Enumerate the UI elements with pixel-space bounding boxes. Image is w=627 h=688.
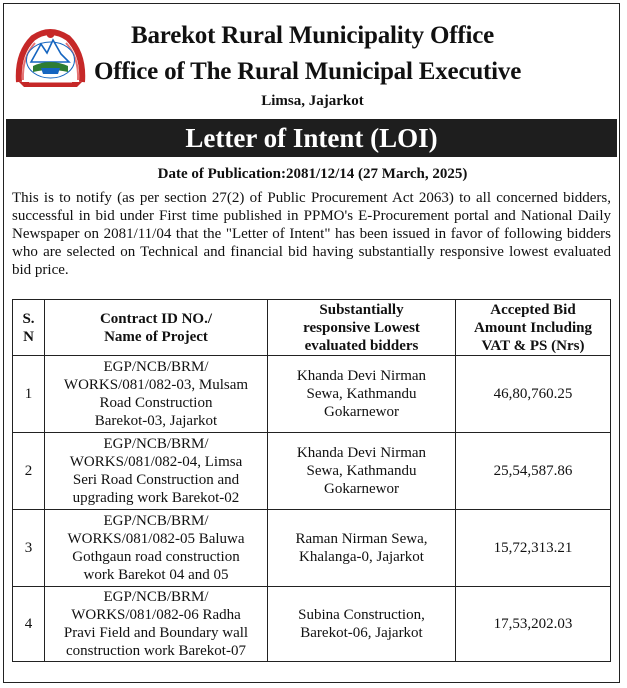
project-line: WORKS/081/082-05 Baluwa [67, 531, 245, 547]
cell-sn: 2 [13, 433, 45, 510]
document-frame [3, 3, 620, 683]
cell-sn: 1 [13, 356, 45, 433]
header-line: Substantially [319, 301, 404, 318]
project-line: Barekot-03, Jajarkot [94, 413, 218, 429]
header-amount [456, 300, 611, 356]
cell-sn: 4 [13, 587, 45, 662]
loi-banner: Letter of Intent (LOI) [6, 119, 617, 157]
project-line: upgrading work Barekot-02 [72, 490, 240, 506]
project-line: Gothgaun road construction [72, 549, 240, 565]
bidder-line: Khanda Devi Nirman [296, 368, 427, 384]
cell-amount: 46,80,760.25 [456, 356, 611, 433]
header-line: Contract ID NO./ [99, 310, 213, 327]
project-line: EGP/NCB/BRM/ [103, 513, 209, 529]
cell-bidder [268, 510, 456, 587]
header-sn [13, 300, 45, 356]
bidder-line: Raman Nirman Sewa, [295, 531, 428, 547]
project-line: WORKS/081/082-04, Limsa [69, 454, 243, 470]
header-line: evaluated bidders [304, 337, 419, 354]
project-line: WORKS/081/082-06 Radha [71, 607, 241, 623]
table-header-row [13, 300, 611, 356]
cell-bidder [268, 587, 456, 662]
header-line: Name of Project [104, 328, 208, 345]
project-line: construction work Barekot-07 [66, 643, 246, 659]
org-title: Barekot Rural Municipality Office [130, 22, 495, 49]
cell-project [45, 356, 268, 433]
cell-bidder [268, 356, 456, 433]
bidder-line: Barekot-06, Jajarkot [300, 625, 423, 641]
header-line: Accepted Bid [490, 301, 576, 318]
cell-project [45, 587, 268, 662]
cell-amount: 15,72,313.21 [456, 510, 611, 587]
table-row [13, 510, 611, 587]
header-contract [45, 300, 268, 356]
table-row [13, 433, 611, 510]
project-line: Pravi Field and Boundary wall [63, 625, 249, 641]
bidder-line: Subina Construction, [298, 607, 425, 623]
bidder-line: Gokarnewor [324, 404, 399, 420]
publication-date: Date of Publication:2081/12/14 (27 March, 2025) [157, 166, 468, 182]
project-line: work Barekot 04 and 05 [83, 567, 229, 583]
office-title: Office of The Rural Municipal Executive [94, 58, 522, 85]
bidder-line: Sewa, Kathmandu [306, 463, 417, 479]
cell-amount: 17,53,202.03 [456, 587, 611, 662]
project-line: EGP/NCB/BRM/ [103, 589, 209, 605]
cell-project [45, 433, 268, 510]
header-line: responsive Lowest [303, 319, 420, 336]
bid-table [12, 299, 611, 662]
office-location: Limsa, Jajarkot [261, 93, 364, 109]
bidder-line: Gokarnewor [324, 481, 399, 497]
cell-project [45, 510, 268, 587]
table-row [13, 356, 611, 433]
cell-bidder [268, 433, 456, 510]
notice-paragraph: This is to notify (as per section 27(2) of Public Procurement Act 2063) to all concerned bidders, successful in bid under First time published in PPMO's E-Procurement portal and National Daily Newspaper on 2081/11/04 that the "Letter of Intent" has been issued in favor of following bidders who are selected on Technical and financial bid having substantially responsive lowest evaluated bid price. [12, 190, 611, 278]
cell-amount: 25,54,587.86 [456, 433, 611, 510]
header-line: N [23, 328, 34, 345]
header-line: Amount Including [474, 319, 592, 336]
project-line: Road Construction [99, 395, 213, 411]
cell-sn: 3 [13, 510, 45, 587]
project-line: Seri Road Construction and [72, 472, 240, 488]
table-row [13, 587, 611, 662]
header-bidder [268, 300, 456, 356]
bidder-line: Khanda Devi Nirman [296, 445, 427, 461]
header-line: VAT & PS (Nrs) [481, 337, 585, 354]
header-line: S. [22, 310, 35, 327]
bidder-line: Khalanga-0, Jajarkot [299, 549, 424, 565]
project-line: EGP/NCB/BRM/ [103, 359, 209, 375]
project-line: EGP/NCB/BRM/ [103, 436, 209, 452]
project-line: WORKS/081/082-03, Mulsam [63, 377, 249, 393]
bidder-line: Sewa, Kathmandu [306, 386, 417, 402]
